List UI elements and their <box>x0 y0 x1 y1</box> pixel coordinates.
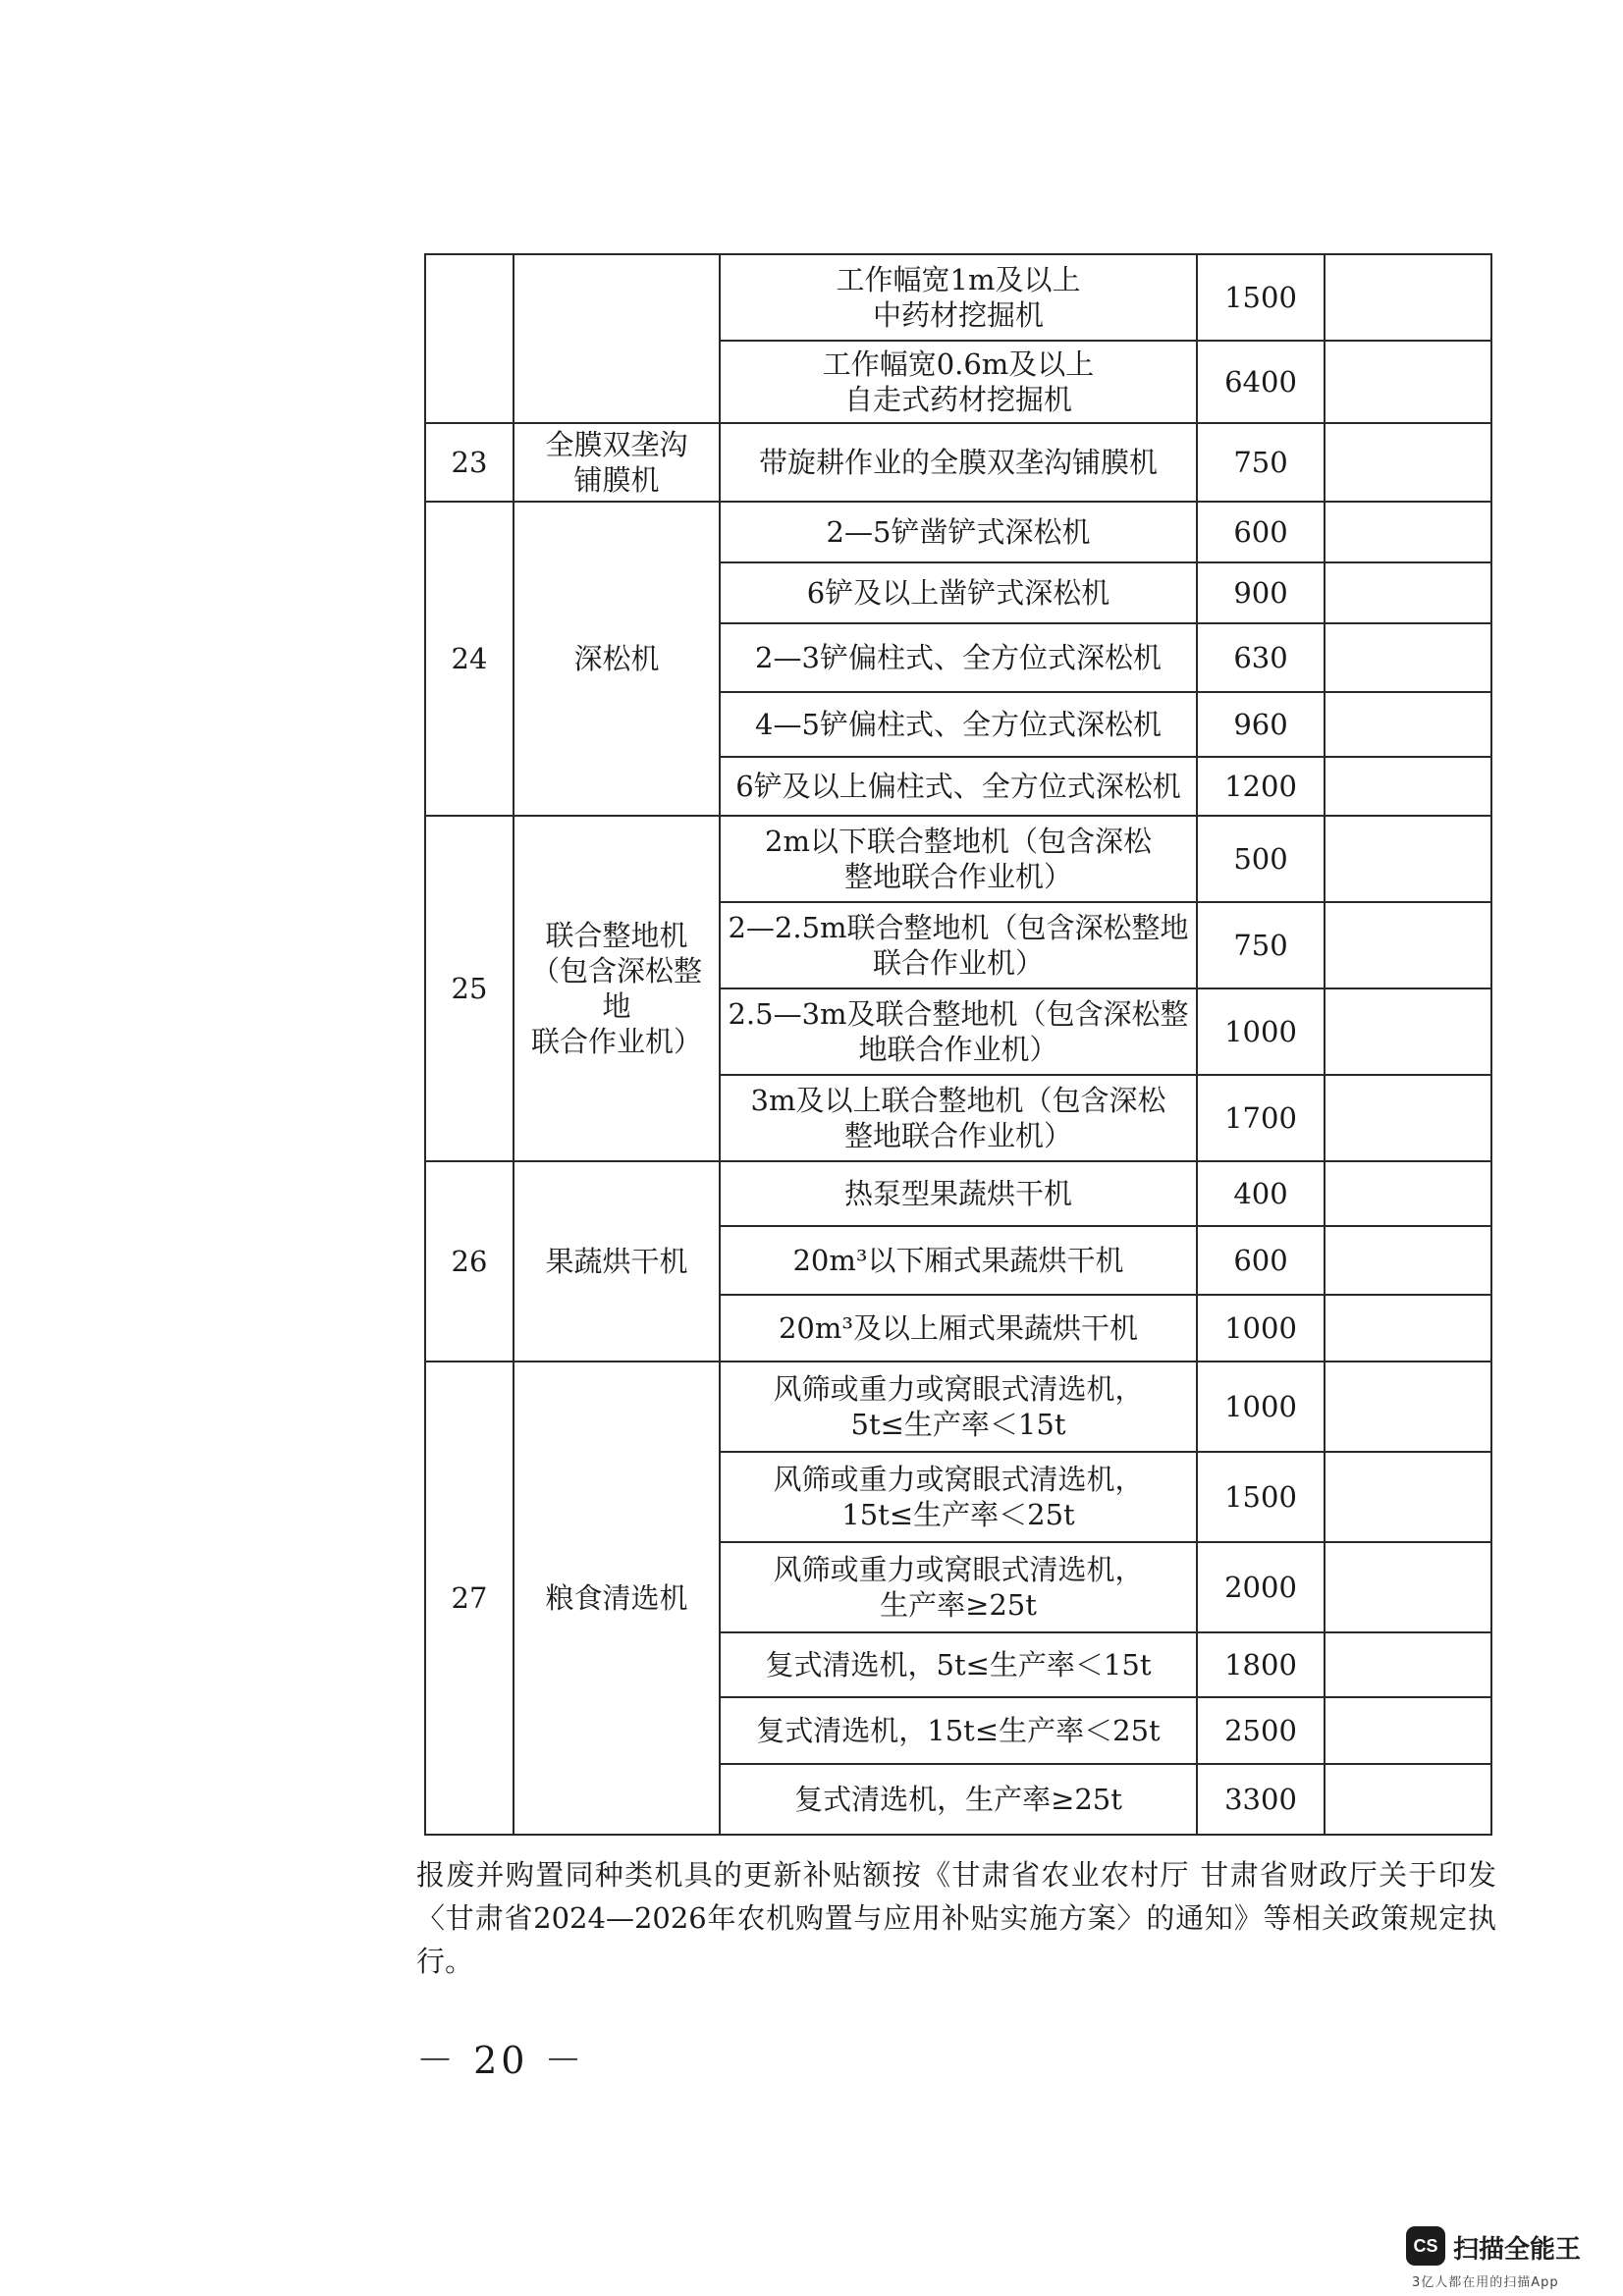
machine-spec-cell: 2.5—3m及联合整地机（包含深松整 地联合作业机） <box>720 988 1197 1075</box>
machine-spec-cell: 复式清选机，5t≤生产率＜15t <box>720 1632 1197 1697</box>
machine-spec-cell: 工作幅宽0.6m及以上 自走式药材挖掘机 <box>720 341 1197 423</box>
subsidy-table-body <box>425 254 1491 1835</box>
machine-spec-cell: 热泵型果蔬烘干机 <box>720 1161 1197 1226</box>
machine-category-cell: 果蔬烘干机 <box>514 1161 720 1362</box>
subsidy-amount-cell: 1700 <box>1197 1075 1325 1161</box>
subsidy-amount-cell: 500 <box>1197 816 1325 902</box>
subsidy-amount-cell: 6400 <box>1197 341 1325 423</box>
machine-spec-cell: 复式清选机，生产率≥25t <box>720 1764 1197 1835</box>
subsidy-amount-cell: 600 <box>1197 502 1325 562</box>
footnote-text: 报废并购置同种类机具的更新补贴额按《甘肃省农业农村厅 甘肃省财政厅关于印发〈甘肃省2024—2026年农机购置与应用补贴实施方案〉的通知》等相关政策规定执行。 <box>416 1858 1496 1978</box>
table-row <box>425 254 1491 341</box>
machine-spec-cell: 4—5铲偏柱式、全方位式深松机 <box>720 692 1197 757</box>
scanner-watermark <box>1406 2226 1612 2289</box>
remark-cell <box>1325 1226 1491 1295</box>
remark-cell <box>1325 623 1491 692</box>
item-number-cell <box>425 254 514 423</box>
machine-category-cell: 粮食清选机 <box>514 1362 720 1835</box>
subsidy-amount-cell: 900 <box>1197 562 1325 623</box>
machine-spec-cell: 带旋耕作业的全膜双垄沟铺膜机 <box>720 423 1197 502</box>
item-number-cell: 24 <box>425 502 514 816</box>
subsidy-amount-cell: 2000 <box>1197 1542 1325 1632</box>
subsidy-amount-cell: 2500 <box>1197 1697 1325 1764</box>
subsidy-table <box>424 253 1492 1836</box>
machine-category-cell: 联合整地机 （包含深松整地 联合作业机） <box>514 816 720 1161</box>
scanner-logo-icon: CS <box>1406 2226 1445 2266</box>
subsidy-amount-cell: 1500 <box>1197 254 1325 341</box>
table-row <box>425 816 1491 902</box>
remark-cell <box>1325 1362 1491 1452</box>
remark-cell <box>1325 1295 1491 1362</box>
machine-spec-cell: 3m及以上联合整地机（包含深松 整地联合作业机） <box>720 1075 1197 1161</box>
subsidy-amount-cell: 960 <box>1197 692 1325 757</box>
remark-cell <box>1325 757 1491 816</box>
machine-spec-cell: 2—5铲凿铲式深松机 <box>720 502 1197 562</box>
item-number-cell: 25 <box>425 816 514 1161</box>
subsidy-amount-cell: 400 <box>1197 1161 1325 1226</box>
subsidy-amount-cell: 1500 <box>1197 1452 1325 1542</box>
remark-cell <box>1325 254 1491 341</box>
remark-cell <box>1325 1542 1491 1632</box>
item-number-cell: 23 <box>425 423 514 502</box>
remark-cell <box>1325 1452 1491 1542</box>
subsidy-amount-cell: 1000 <box>1197 988 1325 1075</box>
remark-cell <box>1325 988 1491 1075</box>
remark-cell <box>1325 1697 1491 1764</box>
remark-cell <box>1325 562 1491 623</box>
machine-spec-cell: 工作幅宽1m及以上 中药材挖掘机 <box>720 254 1197 341</box>
subsidy-amount-cell: 600 <box>1197 1226 1325 1295</box>
machine-category-cell <box>514 254 720 423</box>
machine-category-cell: 全膜双垄沟 铺膜机 <box>514 423 720 502</box>
machine-spec-cell: 2—3铲偏柱式、全方位式深松机 <box>720 623 1197 692</box>
machine-spec-cell: 6铲及以上偏柱式、全方位式深松机 <box>720 757 1197 816</box>
subsidy-amount-cell: 1000 <box>1197 1295 1325 1362</box>
subsidy-amount-cell: 750 <box>1197 423 1325 502</box>
machine-spec-cell: 6铲及以上凿铲式深松机 <box>720 562 1197 623</box>
machine-spec-cell: 复式清选机，15t≤生产率＜25t <box>720 1697 1197 1764</box>
remark-cell <box>1325 1764 1491 1835</box>
remark-cell <box>1325 816 1491 902</box>
machine-spec-cell: 风筛或重力或窝眼式清选机， 5t≤生产率＜15t <box>720 1362 1197 1452</box>
machine-spec-cell: 20m³及以上厢式果蔬烘干机 <box>720 1295 1197 1362</box>
table-row <box>425 423 1491 502</box>
remark-cell <box>1325 502 1491 562</box>
remark-cell <box>1325 1632 1491 1697</box>
subsidy-amount-cell: 1200 <box>1197 757 1325 816</box>
machine-spec-cell: 20m³以下厢式果蔬烘干机 <box>720 1226 1197 1295</box>
subsidy-amount-cell: 630 <box>1197 623 1325 692</box>
table-row <box>425 502 1491 562</box>
remark-cell <box>1325 341 1491 423</box>
remark-cell <box>1325 1075 1491 1161</box>
remark-cell <box>1325 1161 1491 1226</box>
machine-spec-cell: 风筛或重力或窝眼式清选机， 15t≤生产率＜25t <box>720 1452 1197 1542</box>
table-row <box>425 1161 1491 1226</box>
item-number-cell: 27 <box>425 1362 514 1835</box>
subsidy-amount-cell: 750 <box>1197 902 1325 988</box>
remark-cell <box>1325 423 1491 502</box>
subsidy-amount-cell: 3300 <box>1197 1764 1325 1835</box>
scanner-tagline: 3亿人都在用的扫描App <box>1412 2275 1559 2290</box>
remark-cell <box>1325 692 1491 757</box>
remark-cell <box>1325 902 1491 988</box>
subsidy-amount-cell: 1800 <box>1197 1632 1325 1697</box>
subsidy-amount-cell: 1000 <box>1197 1362 1325 1452</box>
machine-spec-cell: 2m以下联合整地机（包含深松 整地联合作业机） <box>720 816 1197 902</box>
machine-category-cell: 深松机 <box>514 502 720 816</box>
table-row <box>425 1362 1491 1452</box>
page-number: － 20 － <box>416 2039 586 2082</box>
machine-spec-cell: 风筛或重力或窝眼式清选机， 生产率≥25t <box>720 1542 1197 1632</box>
item-number-cell: 26 <box>425 1161 514 1362</box>
machine-spec-cell: 2—2.5m联合整地机（包含深松整地 联合作业机） <box>720 902 1197 988</box>
scanner-app-name: 扫描全能王 <box>1453 2235 1582 2265</box>
